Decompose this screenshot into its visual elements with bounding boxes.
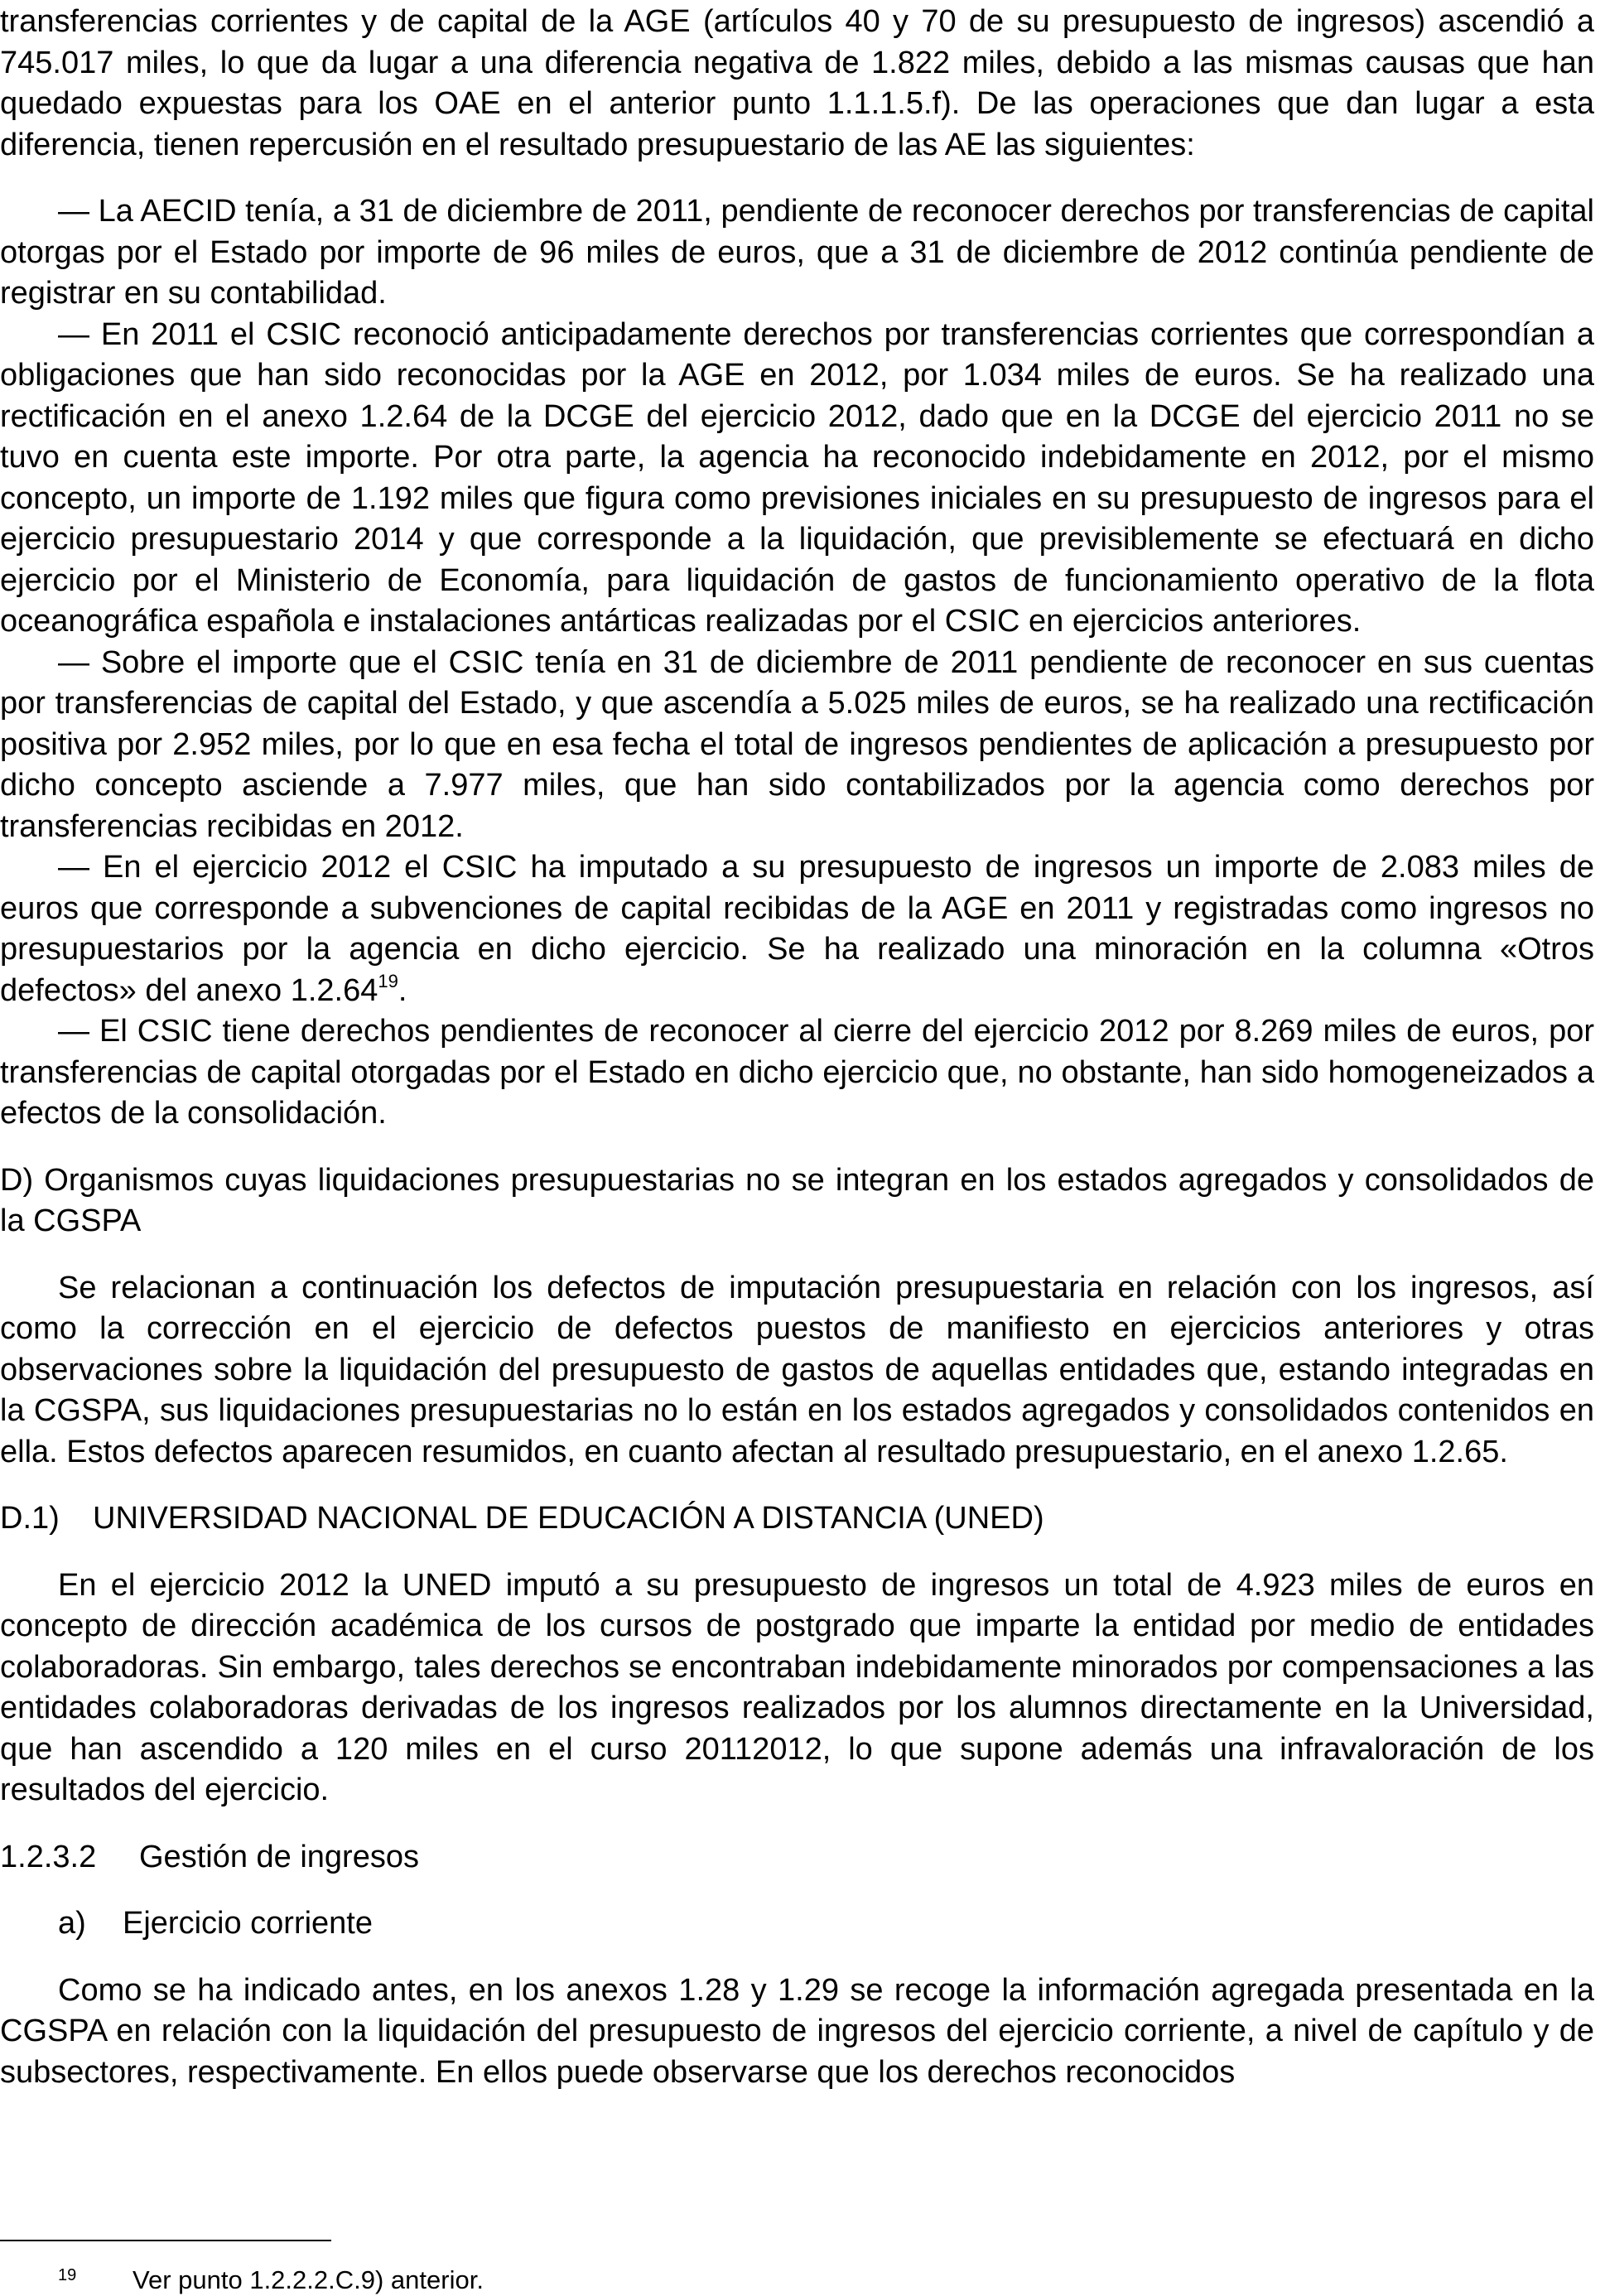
footnote <box>0 2260 484 2296</box>
paragraph-defectos: Se relacionan a continuación los defectos de imputación presupuestaria en relación con los ingresos, así como la corrección en el ejercicio de defectos puestos de manifiesto en ejercicios anteriores y otras observaciones sobre la liquidación del presupuesto de gastos de aquellas entidades que, estando integradas en la CGSPA, sus liquidaciones presupuestarias no lo están en los estados agregados y consolidados contenidos en ella. Estos defectos aparecen resumidos, en cuanto afectan al resultado presupuestario, en el anexo 1.2.65. <box>0 1270 1594 1469</box>
bullet-csic-imputacion-text: — En el ejercicio 2012 el CSIC ha imputado a su presupuesto de ingresos un importe de 2.083 miles de euros que corresponde a subvenciones de capital recibidas de la AGE en 2011 y registradas como ingresos no presupuestarios por la agencia en dicho ejercicio. Se ha realizado una minoración en la columna «Otros defectos» del anexo 1.2.64 <box>0 850 1594 1008</box>
bullet-csic-rectificacion: — Sobre el importe que el CSIC tenía en 31 de diciembre de 2011 pendiente de reconocer en sus cuentas por transferencias de capital del Estado, y que ascendía a 5.025 miles de euros, se ha realizado una rectificación positiva por 2.952 miles, por lo que en esa fecha el total de ingresos pendientes de aplicación a presupuesto por dicho concepto asciende a 7.977 miles, que han sido contabilizados por la agencia como derechos por transferencias recibidas en 2012. <box>0 644 1594 844</box>
bullet-csic-imputacion-end: . <box>398 972 407 1008</box>
footnote-reference[interactable]: 19 <box>378 970 398 991</box>
section-heading-d: D) Organismos cuyas liquidaciones presupuestarias no se integran en los estados agregados y consolidados de la CGSPA <box>0 1162 1594 1238</box>
subsection-heading-a <box>0 1903 1594 1945</box>
subsection-title-a: Ejercicio corriente <box>123 1906 373 1941</box>
bullet-csic-imputacion <box>0 847 1594 1011</box>
section-number-1232: 1.2.3.2 <box>0 1839 97 1874</box>
footnote-divider <box>0 2240 331 2241</box>
footnote-text: Ver punto 1.2.2.2.C.9) anterior. <box>133 2265 484 2294</box>
subsection-label-a: a) <box>58 1906 86 1941</box>
section-heading-d1 <box>0 1498 1594 1540</box>
footnote-number: 19 <box>58 2266 77 2284</box>
paragraph-intro: transferencias corrientes y de capital de la AGE (artículos 40 y 70 de su presupuesto de ingresos) ascendió a 745.017 miles, lo que da lugar a una diferencia negativa de 1.822 miles, debido a las mismas causas que han quedado expuestas para los OAE en el anterior punto 1.1.1.5.f). De las operaciones que dan lugar a esta diferencia, tienen repercusión en el resultado presupuestario de las AE las siguientes: <box>0 4 1594 162</box>
section-number-d1: D.1) <box>0 1501 60 1536</box>
body-text <box>0 2 1594 2093</box>
bullet-aecid: — La AECID tenía, a 31 de diciembre de 2011, pendiente de reconocer derechos por transferencias de capital otorgas por el Estado por importe de 96 miles de euros, que a 31 de diciembre de 2012 continúa pendiente de registrar en su contabilidad. <box>0 194 1594 311</box>
section-title-d1: UNIVERSIDAD NACIONAL DE EDUCACIÓN A DISTANCIA (UNED) <box>93 1501 1044 1536</box>
section-title-1232: Gestión de ingresos <box>139 1839 419 1874</box>
bullet-csic-pendientes: — El CSIC tiene derechos pendientes de reconocer al cierre del ejercicio 2012 por 8.269 miles de euros, por transferencias de capital otorgadas por el Estado en dicho ejercicio que, no obstante, han sido homogeneizados a efectos de la consolidación. <box>0 1014 1594 1131</box>
paragraph-anexos: Como se ha indicado antes, en los anexos 1.28 y 1.29 se recoge la información agregada presentada en la CGSPA en relación con la liquidación del presupuesto de ingresos del ejercicio corriente, a nivel de capítulo y de subsectores, respectivamente. En ellos puede observarse que los derechos reconocidos <box>0 1972 1594 2090</box>
bullet-csic-anticipado: — En 2011 el CSIC reconoció anticipadamente derechos por transferencias corrientes que correspondían a obligaciones que han sido reconocidas por la AGE en 2012, por 1.034 miles de euros. Se ha realizado una rectificación en el anexo 1.2.64 de la DCGE del ejercicio 2012, dado que en la DCGE del ejercicio 2011 no se tuvo en cuenta este importe. Por otra parte, la agencia ha reconocido indebidamente en 2012, por el mismo concepto, un importe de 1.192 miles que figura como previsiones iniciales en su presupuesto de ingresos para el ejercicio presupuestario 2014 y que corresponde a la liquidación, que previsiblemente se efectuará en dicho ejercicio por el Ministerio de Economía, para liquidación de gastos de funcionamiento operativo de la flota oceanográfica española e instalaciones antárticas realizadas por el CSIC en ejercicios anteriores. <box>0 316 1594 639</box>
section-heading-1232 <box>0 1837 1594 1879</box>
paragraph-uned: En el ejercicio 2012 la UNED imputó a su presupuesto de ingresos un total de 4.923 miles de euros en concepto de dirección académica de los cursos de postgrado que imparte la entidad por medio de entidades colaboradoras. Sin embargo, tales derechos se encontraban indebidamente minorados por compensaciones a las entidades colaboradoras derivadas de los ingresos realizados por los alumnos directamente en la Universidad, que han ascendido a 120 miles en el curso 20112012, lo que supone además una infravaloración de los resultados del ejercicio. <box>0 1567 1594 1807</box>
